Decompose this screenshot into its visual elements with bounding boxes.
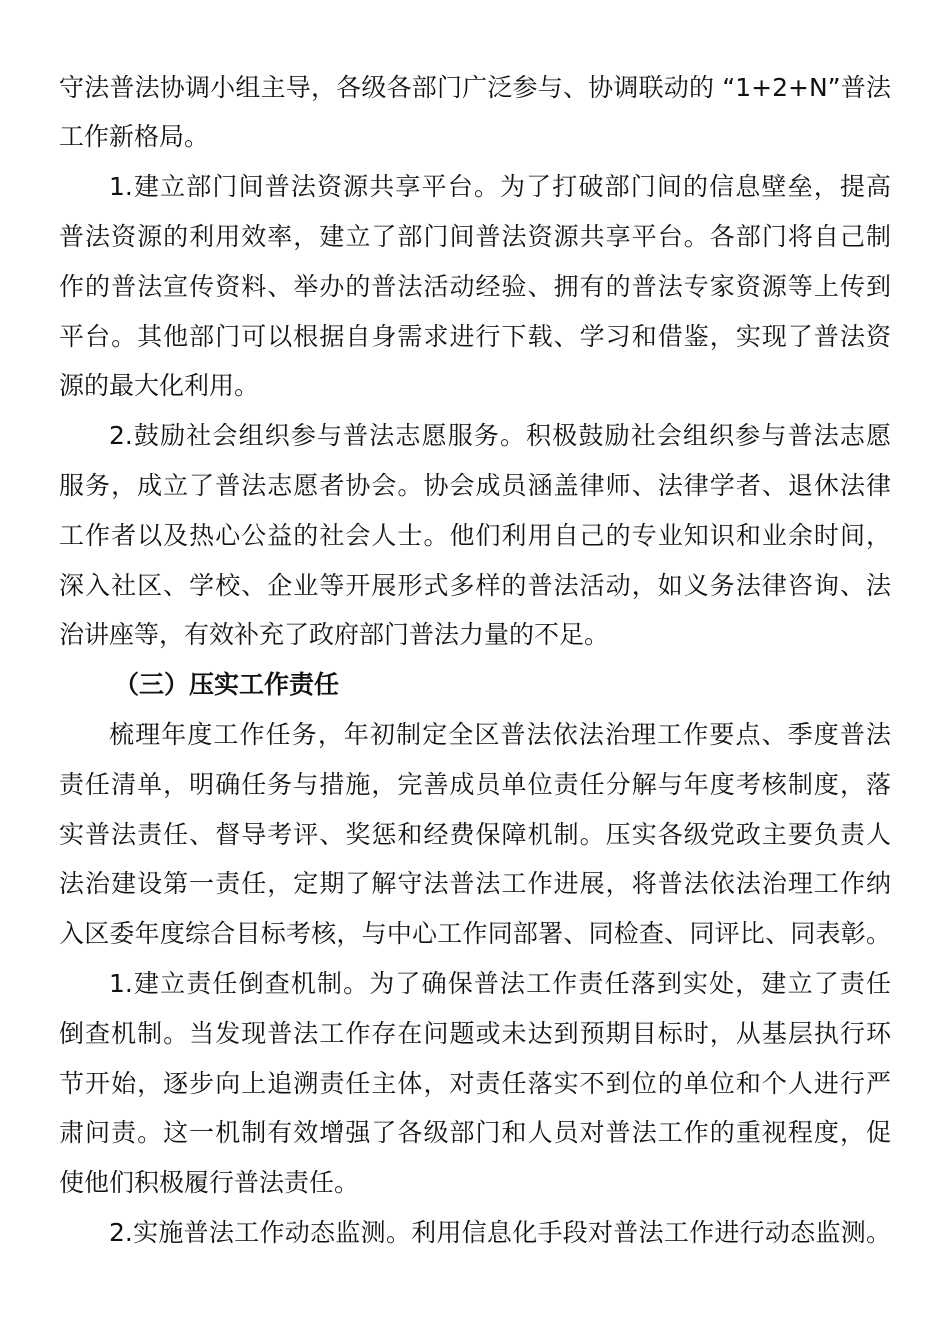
paragraph-line: 普法资源的利用效率，建立了部门间普法资源共享平台。各部门将自己制	[59, 222, 891, 251]
paragraph-line: 治讲座等，有效补充了政府部门普法力量的不足。	[59, 620, 610, 649]
paragraph-line: 责任清单，明确任务与措施，完善成员单位责任分解与年度考核制度，落	[59, 770, 891, 799]
paragraph-line: 深入社区、学校、企业等开展形式多样的普法活动，如义务法律咨询、法	[59, 571, 891, 600]
paragraph-line: 实普法责任、督导考评、奖惩和经费保障机制。压实各级党政主要负责人	[59, 820, 891, 849]
paragraph-line: 1.建立部门间普法资源共享平台。为了打破部门间的信息壁垒，提高	[109, 172, 891, 201]
paragraph-line: 2.实施普法工作动态监测。利用信息化手段对普法工作进行动态监测。	[109, 1218, 891, 1247]
section-heading: （三）压实工作责任	[114, 670, 340, 699]
paragraph-line: 入区委年度综合目标考核，与中心工作同部署、同检查、同评比、同表彰。	[59, 919, 891, 948]
paragraph-line: 服务，成立了普法志愿者协会。协会成员涵盖律师、法律学者、退休法律	[59, 471, 891, 500]
paragraph-line: 守法普法协调小组主导，各级各部门广泛参与、协调联动的 “1+2+N”普法	[59, 73, 891, 102]
paragraph-line: 2.鼓励社会组织参与普法志愿服务。积极鼓励社会组织参与普法志愿	[109, 421, 891, 450]
paragraph-line: 工作者以及热心公益的社会人士。他们利用自己的专业知识和业余时间，	[59, 521, 891, 550]
paragraph-line: 法治建设第一责任，定期了解守法普法工作进展，将普法依法治理工作纳	[59, 869, 891, 898]
paragraph-line: 作的普法宣传资料、举办的普法活动经验、拥有的普法专家资源等上传到	[59, 272, 891, 301]
paragraph-line: 使他们积极履行普法责任。	[59, 1168, 360, 1197]
paragraph-line: 节开始，逐步向上追溯责任主体，对责任落实不到位的单位和个人进行严	[59, 1069, 891, 1098]
paragraph-line: 工作新格局。	[59, 122, 210, 151]
paragraph-line: 肃问责。这一机制有效增强了各级部门和人员对普法工作的重视程度，促	[59, 1118, 891, 1147]
paragraph-line: 1.建立责任倒查机制。为了确保普法工作责任落到实处，建立了责任	[109, 969, 891, 998]
paragraph-line: 平台。其他部门可以根据自身需求进行下载、学习和借鉴，实现了普法资	[59, 322, 891, 351]
paragraph-line: 源的最大化利用。	[59, 371, 260, 400]
paragraph-line: 梳理年度工作任务，年初制定全区普法依法治理工作要点、季度普法	[109, 720, 891, 749]
paragraph-line: 倒查机制。当发现普法工作存在问题或未达到预期目标时，从基层执行环	[59, 1019, 891, 1048]
